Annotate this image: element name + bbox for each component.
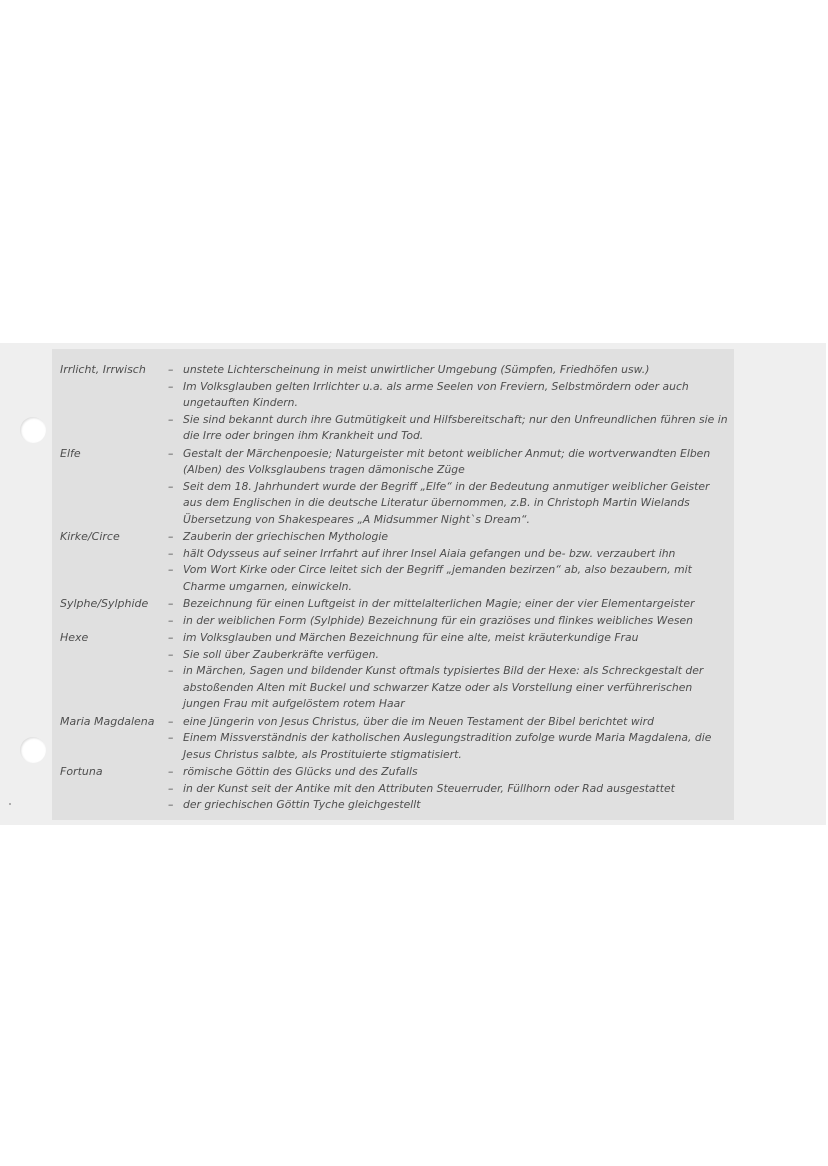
glossary-entry-irrlicht: [60, 362, 730, 445]
glossary-entry-fortuna: [60, 764, 730, 814]
definition-item: – unstete Lichterscheinung in meist unwirtlicher Umgebung (Sümpfen, Friedhöfen usw.): [166, 362, 730, 379]
entry-definitions: [166, 529, 730, 595]
glossary-entry-maria-magdalena: [60, 714, 730, 764]
entry-definitions: [166, 446, 730, 529]
entry-term: Maria Magdalena: [60, 714, 155, 728]
scan-speck: [9, 803, 11, 805]
definition-item: – in der Kunst seit der Antike mit den Attributen Steuerruder, Füllhorn oder Rad ausgestattet: [166, 781, 730, 798]
glossary-entry-kirke: [60, 529, 730, 595]
definition-item: – Im Volksglauben gelten Irrlichter u.a. als arme Seelen von Freviern, Selbstmördern oder auch ungetauften Kindern.: [166, 379, 730, 412]
entry-term: Sylphe/Sylphide: [60, 597, 149, 610]
entry-definitions: [166, 714, 730, 764]
definition-item: – in der weiblichen Form (Sylphide) Bezeichnung für ein graziöses und flinkes weibliches Wesen: [166, 613, 730, 630]
entry-definitions: [166, 764, 730, 814]
definition-item: – Einem Missverständnis der katholischen Auslegungstradition zufolge wurde Maria Magdalena, die Jesus Christus salbte, als Prostituierte stigmatisiert.: [166, 730, 730, 763]
definition-item: – Vom Wort Kirke oder Circe leitet sich der Begriff „jemanden bezirzen“ ab, also bezaubern, mit Charme umgarnen, einwickeln.: [166, 562, 730, 595]
definition-item: – Gestalt der Märchenpoesie; Naturgeister mit betont weiblicher Anmut; die wortverwandten Elben (Alben) des Volksglaubens tragen dämonische Züge: [166, 446, 730, 479]
definition-item: – der griechischen Göttin Tyche gleichgestellt: [166, 797, 730, 814]
definition-item: – Seit dem 18. Jahrhundert wurde der Begriff „Elfe“ in der Bedeutung anmutiger weiblicher Geister aus dem Englischen in die deutsche Literatur übernommen, z.B. in Christoph Martin Wielands Übersetzung von Shakespeares „A Midsummer Night`s Dream“.: [166, 479, 730, 529]
entry-definitions: [166, 630, 730, 713]
glossary-entry-hexe: [60, 630, 730, 713]
definition-item: – römische Göttin des Glücks und des Zufalls: [166, 764, 730, 781]
entry-definitions: [166, 596, 730, 629]
glossary-entry-elfe: [60, 446, 730, 529]
definition-item: – Sie soll über Zauberkräfte verfügen.: [166, 647, 730, 664]
definition-item: – in Märchen, Sagen und bildender Kunst oftmals typisiertes Bild der Hexe: als Schreckgestalt der abstoßenden Alten mit Buckel und schwarzer Katze oder als Vorstellung einer verführerischen jungen Frau mit aufgelöstem rotem Haar: [166, 663, 730, 713]
punch-hole-top: [20, 417, 46, 443]
entry-term: Kirke/Circe: [60, 530, 120, 543]
definition-item: – eine Jüngerin von Jesus Christus, über die im Neuen Testament der Bibel berichtet wird: [166, 714, 730, 731]
definition-item: – im Volksglauben und Märchen Bezeichnung für eine alte, meist kräuterkundige Frau: [166, 630, 730, 647]
definition-item: – hält Odysseus auf seiner Irrfahrt auf ihrer Insel Aiaia gefangen und be- bzw. verzaubert ihn: [166, 546, 730, 563]
glossary-entry-sylphe: [60, 596, 730, 629]
definition-item: – Sie sind bekannt durch ihre Gutmütigkeit und Hilfsbereitschaft; nur den Unfreundlichen führen sie in die Irre oder bringen ihm Krankheit und Tod.: [166, 412, 730, 445]
entry-term: Fortuna: [60, 765, 103, 778]
entry-term: Hexe: [60, 631, 89, 644]
entry-term: Irrlicht, Irrwisch: [60, 363, 146, 376]
definition-item: – Bezeichnung für einen Luftgeist in der mittelalterlichen Magie; einer der vier Elementargeister: [166, 596, 730, 613]
punch-hole-bottom: [20, 737, 46, 763]
entry-term: Elfe: [60, 446, 81, 460]
glossary-list: [60, 362, 730, 815]
definition-item: – Zauberin der griechischen Mythologie: [166, 529, 730, 546]
entry-definitions: [166, 362, 730, 445]
